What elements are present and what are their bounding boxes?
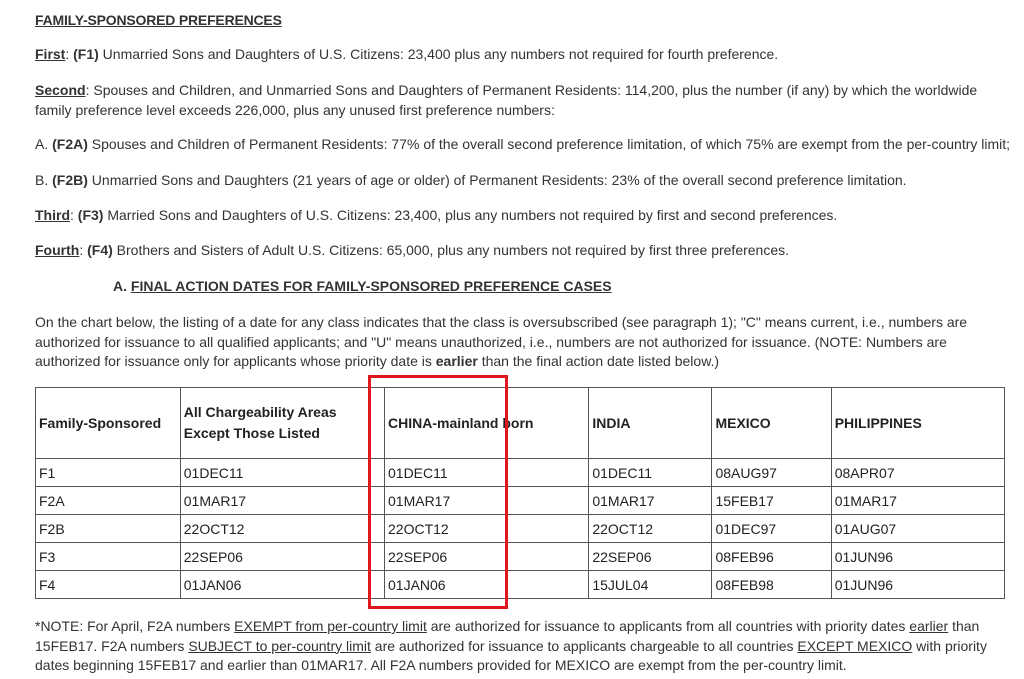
cell-mexico: 15FEB17 xyxy=(712,487,831,515)
f2a-text: Spouses and Children of Permanent Residents: 77% of the overall second preference limitation, of which 75% are exempt from the per-country limit; xyxy=(87,136,1011,152)
table-row xyxy=(36,515,1005,543)
intro-bold: earlier xyxy=(435,353,478,369)
header-philippines: PHILIPPINES xyxy=(831,388,1004,459)
note-link-exempt: EXEMPT from per-country limit xyxy=(234,618,427,634)
note-part-1: *NOTE: For April, F2A numbers xyxy=(35,618,235,634)
cell-all-chargeability: 22OCT12 xyxy=(180,515,384,543)
cell-india: 01DEC11 xyxy=(589,459,712,487)
cell-mexico: 08FEB96 xyxy=(712,543,831,571)
cell-india: 01MAR17 xyxy=(589,487,712,515)
f2a-preference xyxy=(35,136,1010,152)
intro-after: than the final action date listed below.) xyxy=(477,353,720,369)
header-china: CHINA-mainland born xyxy=(385,388,589,459)
table-header-row xyxy=(36,388,1005,459)
first-text: Unmarried Sons and Daughters of U.S. Citizens: 23,400 plus any numbers not required for fourth preference. xyxy=(98,46,779,62)
final-action-subheading xyxy=(113,278,612,294)
subheading-text: FINAL ACTION DATES FOR FAMILY-SPONSORED PREFERENCE CASES xyxy=(130,278,612,294)
fourth-label: Fourth xyxy=(35,242,80,258)
f2a-code: (F2A) xyxy=(52,136,88,152)
final-action-dates-table xyxy=(35,387,1005,599)
cell-mexico: 08FEB98 xyxy=(712,571,831,599)
header-mexico: MEXICO xyxy=(712,388,831,459)
second-preference xyxy=(35,81,1010,120)
section-heading: FAMILY-SPONSORED PREFERENCES xyxy=(35,12,282,28)
cell-category: F2A xyxy=(36,487,181,515)
f2b-text: Unmarried Sons and Daughters (21 years of age or older) of Permanent Residents: 23% of the overall second preference limitation. xyxy=(87,172,907,188)
header-india: INDIA xyxy=(589,388,712,459)
note-part-3: than 15FEB17. F2A numbers xyxy=(35,618,980,654)
cell-china: 22SEP06 xyxy=(385,543,589,571)
third-code: (F3) xyxy=(77,207,104,223)
table-row xyxy=(36,571,1005,599)
cell-all-chargeability: 01JAN06 xyxy=(180,571,384,599)
subheading-prefix: A. xyxy=(113,278,131,294)
f2b-preference xyxy=(35,172,907,188)
cell-philippines: 01MAR17 xyxy=(831,487,1004,515)
cell-china: 01MAR17 xyxy=(385,487,589,515)
cell-philippines: 01AUG07 xyxy=(831,515,1004,543)
note-part-5: with priority dates beginning 15FEB17 and earlier than 01MAR17. All F2A numbers provided for MEXICO are exempt from the per-country limit. xyxy=(35,637,987,673)
f2b-prefix: B. xyxy=(35,172,53,188)
cell-india: 15JUL04 xyxy=(589,571,712,599)
fourth-preference: Fourth: (F4) Brothers and Sisters of Adult U.S. Citizens: 65,000, plus any numbers not required by first three preferences. xyxy=(35,242,790,258)
cell-mexico: 08AUG97 xyxy=(712,459,831,487)
third-text: Married Sons and Daughters of U.S. Citizens: 23,400, plus any numbers not required by first and second preferences. xyxy=(103,207,838,223)
cell-philippines: 08APR07 xyxy=(831,459,1004,487)
first-code: (F1) xyxy=(73,46,99,62)
note-earlier: earlier xyxy=(909,618,949,634)
cell-china: 22OCT12 xyxy=(385,515,589,543)
cell-all-chargeability: 01MAR17 xyxy=(180,487,384,515)
third-label: Third xyxy=(35,207,70,223)
cell-all-chargeability: 01DEC11 xyxy=(180,459,384,487)
cell-india: 22SEP06 xyxy=(589,543,712,571)
fourth-code: (F4) xyxy=(87,242,113,258)
f2a-prefix: A. xyxy=(35,136,53,152)
f2b-code: (F2B) xyxy=(52,172,88,188)
note-part-2: are authorized for issuance to applicants from all countries with priority dates xyxy=(426,618,910,634)
cell-india: 22OCT12 xyxy=(589,515,712,543)
cell-category: F2B xyxy=(36,515,181,543)
cell-category: F3 xyxy=(36,543,181,571)
cell-philippines: 01JUN96 xyxy=(831,543,1004,571)
cell-china: 01JAN06 xyxy=(385,571,589,599)
second-text: : Spouses and Children, and Unmarried Sons and Daughters of Permanent Residents: 114,200, plus the number (if any) by which the worldwide family preference level exceeds 226,000, plus any unused first preference numbers: xyxy=(35,82,978,118)
second-label: Second xyxy=(35,82,86,98)
cell-mexico: 01DEC97 xyxy=(712,515,831,543)
header-family-sponsored: Family-Sponsored xyxy=(36,388,181,459)
note-link-subject: SUBJECT to per-country limit xyxy=(188,637,371,654)
first-preference: First: (F1) Unmarried Sons and Daughters of U.S. Citizens: 23,400 plus any numbers not required for fourth preference. xyxy=(35,46,779,62)
cell-category: F4 xyxy=(36,571,181,599)
third-preference: Third: (F3) Married Sons and Daughters of U.S. Citizens: 23,400, plus any numbers not required by first and second preferences. xyxy=(35,207,838,223)
cell-china: 01DEC11 xyxy=(385,459,589,487)
chart-intro xyxy=(35,313,1010,372)
table-row xyxy=(36,459,1005,487)
fourth-text: Brothers and Sisters of Adult U.S. Citizens: 65,000, plus any numbers not required by first three preferences. xyxy=(112,242,790,258)
note-part-4: are authorized for issuance to applicants chargeable to all countries xyxy=(370,637,798,654)
table-row xyxy=(36,543,1005,571)
cell-category: F1 xyxy=(36,459,181,487)
footnote xyxy=(35,617,1010,676)
cell-all-chargeability: 22SEP06 xyxy=(180,543,384,571)
table-row xyxy=(36,487,1005,515)
note-except-mexico: EXCEPT MEXICO xyxy=(797,637,913,654)
header-all-chargeability: All Chargeability Areas Except Those Listed xyxy=(180,388,384,459)
cell-philippines: 01JUN96 xyxy=(831,571,1004,599)
first-label: First xyxy=(35,46,66,62)
intro-before: On the chart below, the listing of a date for any class indicates that the class is oversubscribed (see paragraph 1); "C" means current, i.e., numbers are authorized for issuance to all qualified applicants; and "U" means unauthorized, i.e., numbers are not authorized for issuance. (NOTE: Numbers are authorized for issuance only for applicants whose priority date is xyxy=(35,314,968,369)
